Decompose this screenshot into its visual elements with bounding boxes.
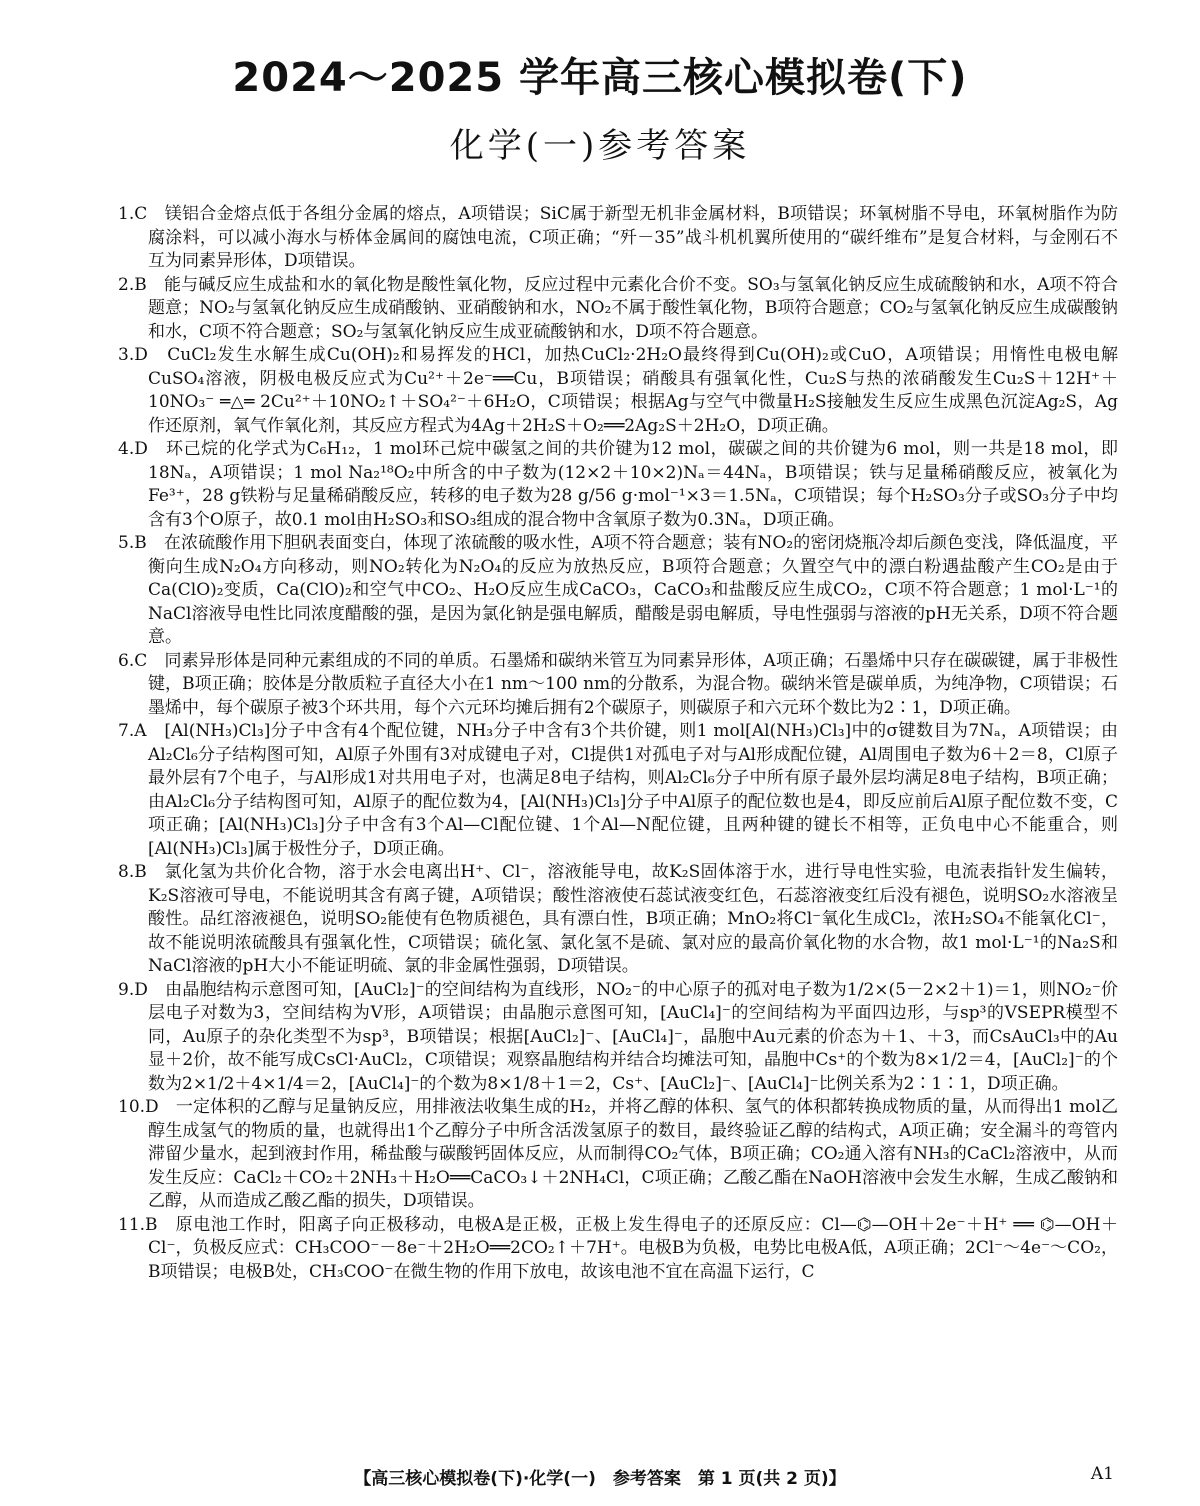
answer-list (118, 203, 1118, 1284)
answer-item-2: 2.B 能与碱反应生成盐和水的氧化物是酸性氧化物，反应过程中元素化合价不变。SO₃与氢氧化钠反应生成硫酸钠和水，A项不符合题意；NO₂与氢氧化钠反应生成硝酸钠、亚硝酸钠和水，NO₂不属于酸性氧化物，B项符合题意；CO₂与氢氧化钠反应生成碳酸钠和水，C项不符合题意；SO₂与氢氧化钠反应生成亚硫酸钠和水，D项不符合题意。 (118, 274, 1118, 342)
answer-item-8: 8.B 氯化氢为共价化合物，溶于水会电离出H⁺、Cl⁻，溶液能导电，故K₂S固体溶于水，进行导电性实验，电流表指针发生偏转，K₂S溶液可导电，不能说明其含有离子键，A项错误；酸性溶液使石蕊试液变红色，石蕊溶液变红后没有褪色，说明SO₂水溶液呈酸性。品红溶液褪色，说明SO₂能使有色物质褪色，具有漂白性，B项正确；MnO₂将Cl⁻氧化生成Cl₂，浓H₂SO₄不能氧化Cl⁻，故不能说明浓硫酸具有强氧化性，C项错误；硫化氢、氯化氢不是硫、氯对应的最高价氧化物的水合物，故1 mol·L⁻¹的Na₂S和NaCl溶液的pH大小不能证明硫、氯的非金属性强弱，D项错误。 (118, 862, 1118, 976)
paper-code: A1 (1090, 1464, 1114, 1484)
answer-item-5: 5.B 在浓硫酸作用下胆矾表面变白，体现了浓硫酸的吸水性，A项不符合题意；装有NO₂的密闭烧瓶冷却后颜色变浅，降低温度，平衡向生成N₂O₄方向移动，则NO₂转化为N₂O₄的反应为放热反应，B项符合题意；久置空气中的漂白粉遇盐酸产生CO₂是由于Ca(ClO)₂变质，Ca(ClO)₂和空气中CO₂、H₂O反应生成CaCO₃，CaCO₃和盐酸反应生成CO₂，C项不符合题意；1 mol·L⁻¹的NaCl溶液导电性比同浓度醋酸的强，是因为氯化钠是强电解质，醋酸是弱电解质，导电性强弱与溶液的pH无关系，D项不符合题意。 (118, 533, 1118, 647)
page-title: 2024～2025 学年高三核心模拟卷(下) (232, 55, 968, 101)
answer-item-3: 3.D CuCl₂发生水解生成Cu(OH)₂和易挥发的HCl，加热CuCl₂·2H₂O最终得到Cu(OH)₂或CuO，A项错误；用惰性电极电解CuSO₄溶液，阴极电极反应式为Cu²⁺＋2e⁻══Cu，B项错误；硝酸具有强氧化性，Cu₂S与热的浓硝酸发生Cu₂S＋12H⁺＋10NO₃⁻ ═△═ 2Cu²⁺＋10NO₂↑＋SO₄²⁻＋6H₂O，C项错误；根据Ag与空气中微量H₂S接触发生反应生成黑色沉淀Ag₂S，Ag作还原剂，氧气作氧化剂，其反应方程式为4Ag＋2H₂S＋O₂══2Ag₂S＋2H₂O，D项正确。 (118, 345, 1118, 436)
answer-item-9: 9.D 由晶胞结构示意图可知，[AuCl₂]⁻的空间结构为直线形，NO₂⁻的中心原子的孤对电子数为1/2×(5－2×2＋1)＝1，则NO₂⁻价层电子对数为3，空间结构为V形，A项错误；由晶胞示意图可知，[AuCl₄]⁻的空间结构为平面四边形，与sp³的VSEPR模型不同，Au原子的杂化类型不为sp³，B项错误；根据[AuCl₂]⁻、[AuCl₄]⁻，晶胞中Au元素的价态为＋1、＋3，而CsAuCl₃中的Au显＋2价，故不能写成CsCl·AuCl₂，C项错误；观察晶胞结构并结合均摊法可知，晶胞中Cs⁺的个数为8×1/2＝4，[AuCl₂]⁻的个数为2×1/2＋4×1/4＝2，[AuCl₄]⁻的个数为8×1/8＋1＝2，Cs⁺、[AuCl₂]⁻、[AuCl₄]⁻比例关系为2∶1∶1，D项正确。 (118, 979, 1118, 1094)
answer-item-11: 11.B 原电池工作时，阳离子向正极移动，电极A是正极，正极上发生得电子的还原反应：Cl—⌬—OH＋2e⁻＋H⁺ ══ ⌬—OH＋Cl⁻，负极反应式：CH₃COO⁻－8e⁻＋2H₂O══2CO₂↑＋7H⁺。电极B为负极，电势比电极A低，A项正确；2Cl⁻～4e⁻～CO₂，B项错误；电极B处，CH₃COO⁻在微生物的作用下放电，故该电池不宜在高温下运行，C (118, 1214, 1118, 1282)
answer-item-7: 7.A [Al(NH₃)Cl₃]分子中含有4个配位键，NH₃分子中含有3个共价键，则1 mol[Al(NH₃)Cl₃]中的σ键数目为7Nₐ，A项错误；由Al₂Cl₆分子结构图可知，Al原子外围有3对成键电子对，Cl提供1对孤电子对与Al形成配位键，Al周围电子数为6＋2＝8，Cl原子最外层有7个电子，与Al形成1对共用电子对，也满足8电子结构，则Al₂Cl₆分子中所有原子最外层均满足8电子结构，B项正确；由Al₂Cl₆分子结构图可知，Al原子的配位数为4，[Al(NH₃)Cl₃]分子中Al原子的配位数也是4，即反应前后Al原子配位数不变，C项正确；[Al(NH₃)Cl₃]分子中含有3个Al—Cl配位键、1个Al—N配位键，且两种键的键长不相等，正负电中心不能重合，则[Al(NH₃)Cl₃]属于极性分子，D项正确。 (118, 721, 1118, 859)
page-subtitle: 化学(一)参考答案 (449, 126, 751, 166)
answer-item-4: 4.D 环己烷的化学式为C₆H₁₂，1 mol环己烷中碳氢之间的共价键为12 mol，碳碳之间的共价键为6 mol，则一共是18 mol，即18Nₐ，A项错误；1 mol Na₂¹⁸O₂中所含的中子数为(12×2＋10×2)Nₐ＝44Nₐ，B项错误；铁与足量稀硝酸反应，被氧化为Fe³⁺，28 g铁粉与足量稀硝酸反应，转移的电子数为28 g/56 g·mol⁻¹×3＝1.5Nₐ，C项错误；每个H₂SO₃分子或SO₃分子中均含有3个O原子，故0.1 mol由H₂SO₃和SO₃组成的混合物中含氧原子数为0.3Nₐ，D项正确。 (118, 439, 1118, 530)
answer-item-1: 1.C 镁铝合金熔点低于各组分金属的熔点，A项错误；SiC属于新型无机非金属材料，B项错误；环氧树脂不导电，环氧树脂作为防腐涂料，可以减小海水与桥体金属间的腐蚀电流，C项正确；“歼－35”战斗机机翼所使用的“碳纤维布”是复合材料，与金刚石不互为同素异形体，D项错误。 (118, 204, 1118, 271)
page-footer: 【高三核心模拟卷(下)·化学(一) 参考答案 第 1 页(共 2 页)】 (354, 1469, 846, 1489)
answer-item-6: 6.C 同素异形体是同种元素组成的不同的单质。石墨烯和碳纳米管互为同素异形体，A项正确；石墨烯中只存在碳碳键，属于非极性键，B项正确；胶体是分散质粒子直径大小在1 nm～100 nm的分散系，为混合物。碳纳米管是碳单质，为纯净物，C项错误；石墨烯中，每个碳原子被3个环共用，每个六元环均摊后拥有2个碳原子，则碳原子和六元环个数比为2∶1，D项正确。 (118, 650, 1118, 718)
answer-item-10: 10.D 一定体积的乙醇与足量钠反应，用排液法收集生成的H₂，并将乙醇的体积、氢气的体积都转换成物质的量，从而得出1 mol乙醇生成氢气的物质的量，也就得出1个乙醇分子中所含活泼氢原子的数目，最终验证乙醇的结构式，A项正确；安全漏斗的弯管内滞留少量水，起到液封作用，稀盐酸与碳酸钙固体反应，从而制得CO₂气体，B项正确；CO₂通入溶有NH₃的CaCl₂溶液中，从而发生反应：CaCl₂＋CO₂＋2NH₃＋H₂O══CaCO₃↓＋2NH₄Cl，C项正确；乙酸乙酯在NaOH溶液中会发生水解，生成乙酸钠和乙醇，从而造成乙酸乙酯的损失，D项错误。 (118, 1097, 1118, 1211)
